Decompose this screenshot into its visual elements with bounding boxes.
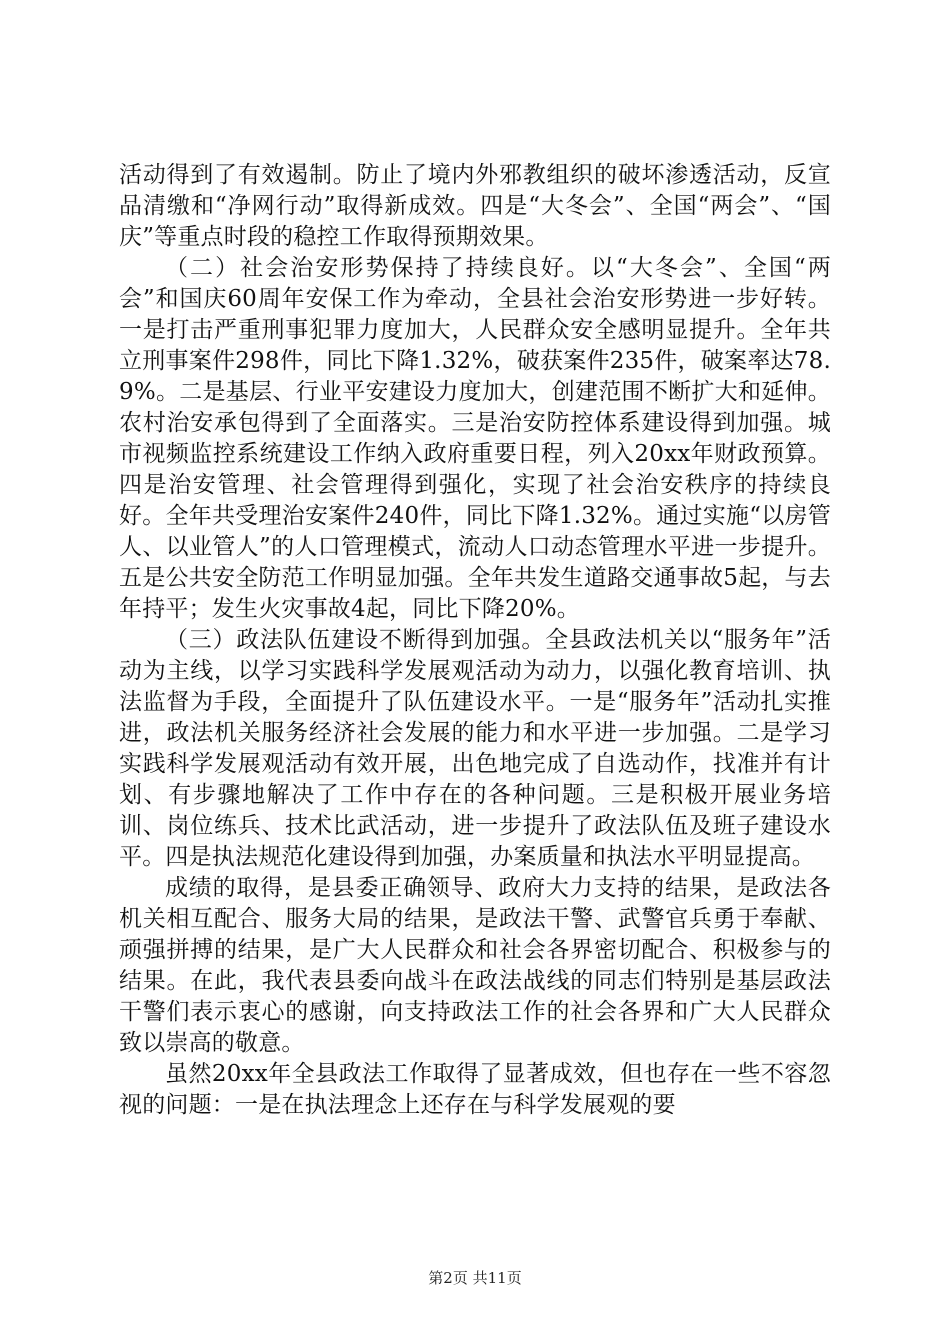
paragraph-2: （二）社会治安形势保持了持续良好。以“大冬会”、全国“两会”和国庆60周年安保工作为牵动，全县社会治安形势进一步好转。一是打击严重刑事犯罪力度加大，人民群众安全感明显提升。全年共立刑事案件298件，同比下降1.32%，破获案件235件，破案率达78.9%。二是基层、行业平安建设力度加大，创建范围不断扩大和延伸。农村治安承包得到了全面落实。三是治安防控体系建设得到加强。城市视频监控系统建设工作纳入政府重要日程，列入20xx年财政预算。四是治安管理、社会管理得到强化，实现了社会治安秩序的持续良好。全年共受理治安案件240件，同比下降1.32%。通过实施“以房管人、以业管人”的人口管理模式，流动人口动态管理水平进一步提升。五是公共安全防范工作明显加强。全年共发生道路交通事故5起，与去年持平；发生火灾事故4起，同比下降20%。 xyxy=(119,255,831,622)
page-number: 第2页 共11页 xyxy=(428,1269,522,1287)
paragraph-3: （三）政法队伍建设不断得到加强。全县政法机关以“服务年”活动为主线，以学习实践科学发展观活动为动力，以强化教育培训、执法监督为手段，全面提升了队伍建设水平。一是“服务年”活动扎实推进，政法机关服务经济社会发展的能力和水平进一步加强。二是学习实践科学发展观活动有效开展，出色地完成了自选动作，找准并有计划、有步骤地解决了工作中存在的各种问题。三是积极开展业务培训、岗位练兵、技术比武活动，进一步提升了政法队伍及班子建设水平。四是执法规范化建设得到加强，办案质量和执法水平明显提高。 xyxy=(119,627,831,870)
paragraph-1: 活动得到了有效遏制。防止了境内外邪教组织的破坏渗透活动，反宣品清缴和“净网行动”取得新成效。四是“大冬会”、全国“两会”、“国庆”等重点时段的稳控工作取得预期效果。 xyxy=(119,162,831,250)
document-body xyxy=(119,160,831,1121)
page-footer xyxy=(0,1268,950,1288)
paragraph-4: 成绩的取得，是县委正确领导、政府大力支持的结果，是政法各机关相互配合、服务大局的结果，是政法干警、武警官兵勇于奉献、顽强拼搏的结果，是广大人民群众和社会各界密切配合、积极参与的结果。在此，我代表县委向战斗在政法战线的同志们特别是基层政法干警们表示衷心的感谢，向支持政法工作的社会各界和广大人民群众致以崇高的敬意。 xyxy=(119,875,831,1056)
paragraph-5: 虽然20xx年全县政法工作取得了显著成效，但也存在一些不容忽视的问题：一是在执法理念上还存在与科学发展观的要 xyxy=(119,1061,831,1118)
